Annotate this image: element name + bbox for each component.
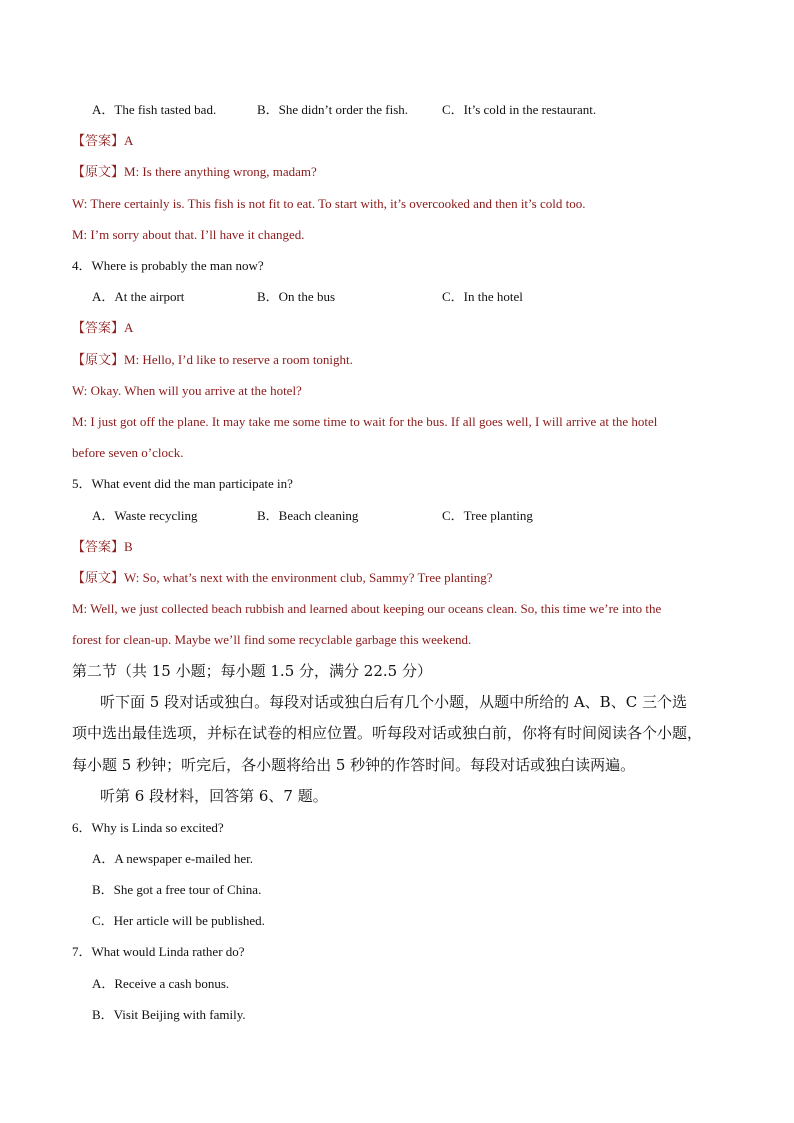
q5-question: 5．What event did the man participate in?: [72, 476, 293, 491]
answer-value: B: [124, 539, 133, 554]
q5-answer: [72, 538, 734, 556]
q4-question: 4．Where is probably the man now?: [72, 258, 264, 273]
q4-option-b: B．On the bus: [257, 289, 336, 304]
answer-value: A: [124, 133, 134, 148]
answer-tag: 【答案】: [72, 539, 125, 554]
q5-transcript-line: M: Well, we just collected beach rubbish and learned about keeping our oceans clean. So, this time we’re into the: [72, 601, 662, 616]
instruction-line: 每小题 5 秒钟；听完后，各小题将给出 5 秒钟的作答时间。每段对话或独白读两遍。: [72, 756, 636, 774]
q6-option-c: C．Her article will be published.: [92, 913, 265, 928]
q3-transcript-line: [72, 163, 734, 181]
answer-tag: 【答案】: [72, 133, 125, 148]
q3-options: [92, 101, 734, 119]
q4-transcript-line: W: Okay. When will you arrive at the hotel?: [72, 383, 302, 398]
transcript-tag: 【原文】: [72, 164, 125, 179]
q4-option-a: A．At the airport: [92, 289, 185, 304]
transcript-tag: 【原文】: [72, 352, 125, 367]
answer-value: A: [124, 320, 134, 335]
answer-tag: 【答案】: [72, 320, 125, 335]
q4-transcript-line: M: I just got off the plane. It may take me some time to wait for the bus. If all goes well, I will arrive at the hotel: [72, 414, 658, 429]
q4-transcript-line: before seven o’clock.: [72, 445, 184, 460]
q5-transcript-line: forest for clean-up. Maybe we’ll find some recyclable garbage this weekend.: [72, 632, 472, 647]
q6-question: 6．Why is Linda so excited?: [72, 820, 224, 835]
q6-option-a: A．A newspaper e-mailed her.: [92, 851, 254, 866]
q5-option-a: A．Waste recycling: [92, 508, 198, 523]
q3-option-b: B．She didn’t order the fish.: [257, 102, 409, 117]
q5-option-b: B．Beach cleaning: [257, 508, 359, 523]
instruction-line: 项中选出最佳选项，并标在试卷的相应位置。听每段对话或独白前，你将有时间阅读各个小题，: [72, 724, 703, 742]
q3-transcript-line: W: There certainly is. This fish is not fit to eat. To start with, it’s overcooked and then it’s cold too.: [72, 196, 586, 211]
q4-transcript-line: [72, 351, 734, 369]
transcript-text: W: So, what’s next with the environment club, Sammy? Tree planting?: [124, 570, 493, 585]
q5-options: [92, 507, 734, 525]
q3-option-c: C．It’s cold in the restaurant.: [442, 102, 597, 117]
q5-transcript-line: [72, 569, 734, 587]
q3-transcript-line: M: I’m sorry about that. I’ll have it changed.: [72, 227, 305, 242]
q7-option-b: B．Visit Beijing with family.: [92, 1007, 246, 1022]
transcript-text: M: Is there anything wrong, madam?: [124, 164, 317, 179]
material-note: 听第 6 段材料，回答第 6、7 题。: [100, 787, 328, 805]
q7-question: 7．What would Linda rather do?: [72, 944, 245, 959]
transcript-tag: 【原文】: [72, 570, 125, 585]
q4-option-c: C．In the hotel: [442, 289, 523, 304]
q4-options: [92, 288, 734, 306]
q7-option-a: A．Receive a cash bonus.: [92, 976, 230, 991]
q4-answer: [72, 319, 734, 337]
transcript-text: M: Hello, I’d like to reserve a room tonight.: [124, 352, 353, 367]
q3-option-a: A．The fish tasted bad.: [92, 102, 217, 117]
instruction-line: 听下面 5 段对话或独白。每段对话或独白后有几个小题，从题中所给的 A、B、C 三个选: [100, 693, 687, 711]
q5-option-c: C．Tree planting: [442, 508, 533, 523]
q6-option-b: B．She got a free tour of China.: [92, 882, 262, 897]
section-heading: 第二节（共 15 小题；每小题 1.5 分，满分 22.5 分）: [72, 662, 432, 680]
q3-answer: [72, 132, 734, 150]
